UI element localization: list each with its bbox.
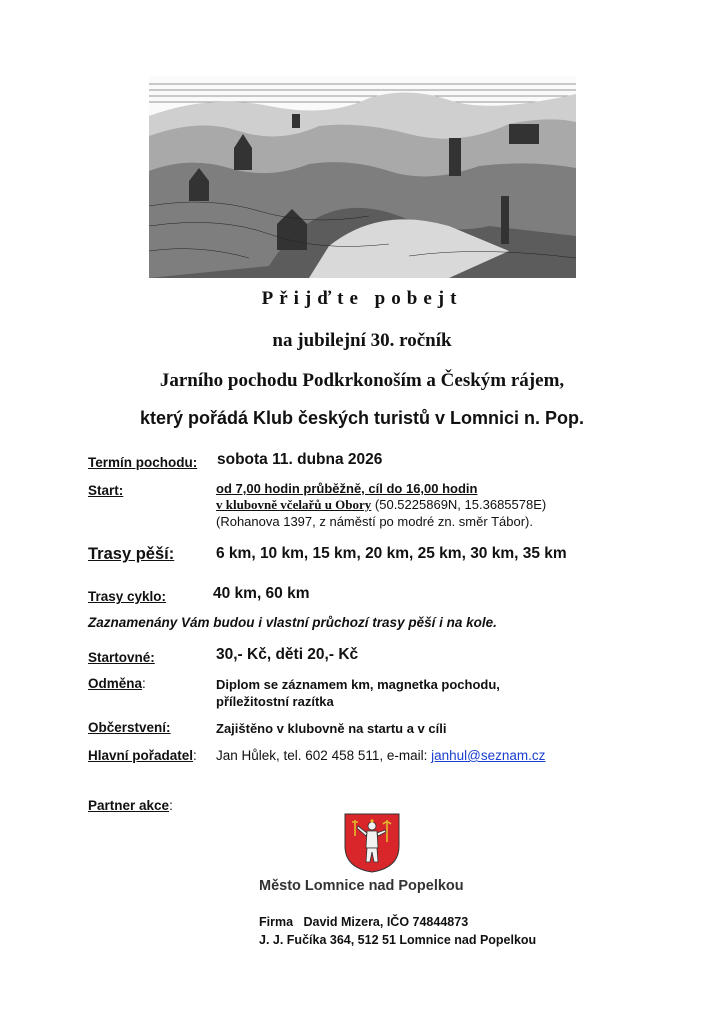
startovne-label: Startovné: (88, 650, 155, 665)
startovne-value: 30,- Kč, děti 20,- Kč (216, 646, 359, 663)
poradatel-label (88, 748, 197, 763)
poradatel-colon: : (193, 748, 197, 763)
partner-colon: : (169, 798, 173, 813)
odmena-line-1: Diplom se záznamem km, magnetka pochodu, (216, 677, 500, 692)
coat-of-arms-icon (343, 812, 401, 874)
start-note: (Rohanova 1397, z náměstí po modré zn. směr Tábor). (216, 514, 533, 529)
landscape-illustration (149, 76, 576, 278)
trasy-pesi-value: 6 km, 10 km, 15 km, 20 km, 25 km, 30 km, 35 km (216, 545, 567, 562)
headline-line-3: Jarního pochodu Podkrkonoším a Českým rájem, (159, 370, 565, 391)
start-place-name: v klubovně včelařů u Obory (216, 497, 372, 512)
odmena-label (88, 676, 146, 691)
partner-address: J. J. Fučíka 364, 512 51 Lomnice nad Popelkou (259, 933, 537, 947)
partner-label (88, 798, 173, 813)
odmena-line-2: příležitostní razítka (216, 694, 334, 709)
partner-firma-label: Firma (259, 915, 294, 929)
obcerstveni-label: Občerstvení: (88, 720, 171, 735)
poradatel-contact: Jan Hůlek, tel. 602 458 511, e-mail: (216, 748, 432, 763)
obcerstveni-value: Zajištěno v klubovně na startu a v cíli (216, 721, 447, 736)
partner-firma (259, 915, 468, 929)
poradatel-value (216, 748, 545, 763)
routes-note: Zaznamenány Vám budou i vlastní průchozí trasy pěší i na kole. (88, 615, 497, 630)
trasy-cyklo-value: 40 km, 60 km (213, 585, 310, 602)
headline-line-2: na jubilejní 30. ročník (272, 330, 452, 351)
partner-label-text: Partner akce (88, 798, 170, 813)
trasy-cyklo-label: Trasy cyklo: (88, 589, 167, 604)
headline-line-1: Přijďte pobejt (261, 288, 463, 309)
start-coords: (50.5225869N, 15.3685578E) (371, 497, 547, 512)
trasy-pesi-label: Trasy pěší: (88, 545, 175, 563)
email-link[interactable]: janhul@seznam.cz (431, 748, 546, 763)
partner-firma-value: David Mizera, IČO 74844873 (303, 915, 469, 929)
poradatel-label-text: Hlavní pořadatel (88, 748, 194, 763)
odmena-colon: : (142, 676, 146, 691)
termin-label: Termín pochodu: (88, 455, 198, 470)
partner-town: Město Lomnice nad Popelkou (259, 878, 464, 894)
odmena-label-text: Odměna (88, 676, 143, 691)
termin-value: sobota 11. dubna 2026 (217, 451, 383, 468)
start-place (216, 497, 546, 513)
headline-line-4: který pořádá Klub českých turistů v Lomnici n. Pop. (139, 408, 585, 428)
start-label: Start: (88, 483, 124, 498)
start-time: od 7,00 hodin průběžně, cíl do 16,00 hodin (216, 481, 478, 496)
